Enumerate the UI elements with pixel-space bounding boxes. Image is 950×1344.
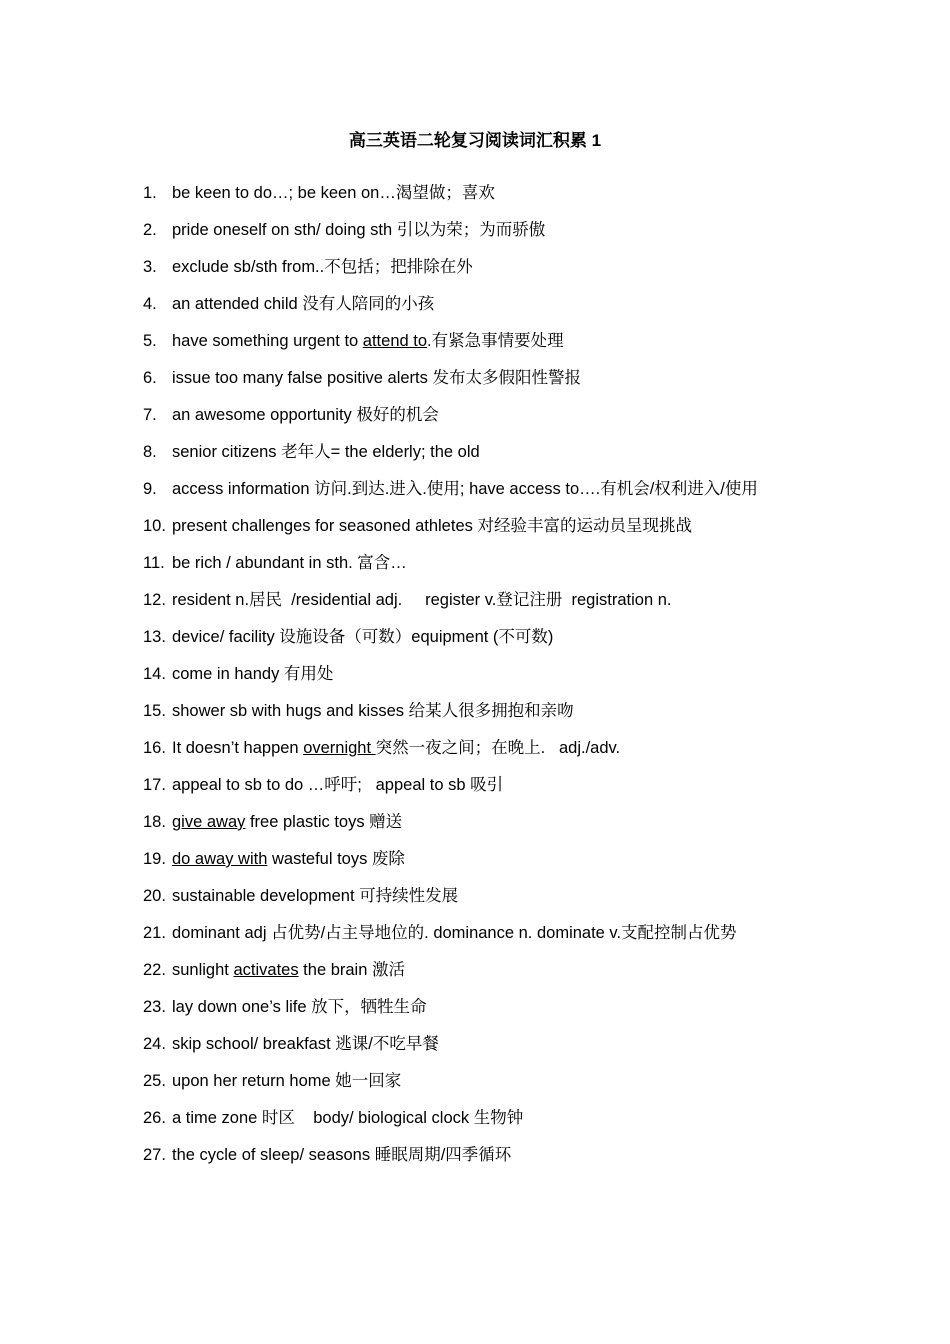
list-item xyxy=(143,1063,813,1100)
list-item xyxy=(143,841,813,878)
list-item xyxy=(143,1100,813,1137)
vocabulary-list xyxy=(143,175,813,1174)
item-text: issue too many false positive alerts 发布太多假阳性警报 xyxy=(172,369,581,387)
list-item xyxy=(143,952,813,989)
item-text: resident n.居民 /residential adj. register v.登记注册 registration n. xyxy=(172,591,672,609)
item-number: 5. xyxy=(143,332,157,350)
list-item xyxy=(143,397,813,434)
item-text: be rich / abundant in sth. 富含… xyxy=(172,554,407,572)
item-text-pre: sunlight xyxy=(172,961,234,979)
item-text: present challenges for seasoned athletes 对经验丰富的运动员呈现挑战 xyxy=(172,517,692,535)
item-number: 10. xyxy=(143,517,166,535)
item-text: come in handy 有用处 xyxy=(172,665,334,683)
list-item xyxy=(143,249,813,286)
underlined-phrase: activates xyxy=(233,961,299,979)
item-text xyxy=(172,841,813,878)
item-text: dominant adj 占优势/占主导地位的. dominance n. dominate v.支配控制占优势 xyxy=(172,924,737,942)
item-number: 11. xyxy=(143,554,165,572)
list-item xyxy=(143,434,813,471)
item-text: an awesome opportunity 极好的机会 xyxy=(172,406,439,424)
item-text-post: wasteful toys 废除 xyxy=(267,850,405,868)
item-text-post: 突然一夜之间；在晚上. adj./adv. xyxy=(375,739,621,757)
list-item xyxy=(143,175,813,212)
underlined-phrase: attend to xyxy=(362,332,428,350)
item-text xyxy=(172,804,813,841)
item-text: skip school/ breakfast 逃课/不吃早餐 xyxy=(172,1035,439,1053)
item-text-pre: have something urgent to xyxy=(172,332,363,350)
list-item xyxy=(143,582,813,619)
list-item xyxy=(143,286,813,323)
underlined-phrase: overnight xyxy=(303,739,376,757)
item-number: 15. xyxy=(143,702,166,720)
list-item xyxy=(143,804,813,841)
item-number: 23. xyxy=(143,998,166,1016)
item-number: 22. xyxy=(143,961,166,979)
item-text: exclude sb/sth from..不包括；把排除在外 xyxy=(172,258,473,276)
item-text xyxy=(172,952,813,989)
list-item xyxy=(143,619,813,656)
item-number: 20. xyxy=(143,887,166,905)
item-number: 25. xyxy=(143,1072,166,1090)
item-text: appeal to sb to do …呼吁; appeal to sb 吸引 xyxy=(172,776,504,794)
list-item xyxy=(143,989,813,1026)
item-text-pre: It doesn’t happen xyxy=(172,739,304,757)
page-title: 高三英语二轮复习阅读词汇积累 1 xyxy=(348,131,602,150)
item-number: 24. xyxy=(143,1035,166,1053)
item-number: 7. xyxy=(143,406,157,424)
item-text-post: free plastic toys 赠送 xyxy=(245,813,403,831)
list-item xyxy=(143,1137,813,1174)
list-item xyxy=(143,471,813,508)
item-number: 26. xyxy=(143,1109,166,1127)
item-text: device/ facility 设施设备（可数）equipment (不可数) xyxy=(172,628,554,646)
underlined-phrase: give away xyxy=(172,813,246,831)
item-number: 6. xyxy=(143,369,157,387)
list-item xyxy=(143,212,813,249)
item-number: 8. xyxy=(143,443,157,461)
item-number: 2. xyxy=(143,221,157,239)
list-item xyxy=(143,545,813,582)
item-text: lay down one’s life 放下，牺牲生命 xyxy=(172,998,427,1016)
item-text: a time zone 时区 body/ biological clock 生物钟 xyxy=(172,1109,524,1127)
item-number: 13. xyxy=(143,628,166,646)
list-item xyxy=(143,767,813,804)
item-number: 19. xyxy=(143,850,166,868)
item-number: 12. xyxy=(143,591,166,609)
item-number: 14. xyxy=(143,665,166,683)
list-item xyxy=(143,878,813,915)
item-number: 9. xyxy=(143,480,157,498)
list-item xyxy=(143,730,813,767)
item-text-post: .有紧急事情要处理 xyxy=(427,332,564,350)
list-item xyxy=(143,360,813,397)
item-text: senior citizens 老年人= the elderly; the old xyxy=(172,443,480,461)
list-item xyxy=(143,323,813,360)
item-number: 17. xyxy=(143,776,166,794)
item-number: 27. xyxy=(143,1146,166,1164)
list-item xyxy=(143,915,813,952)
item-number: 21. xyxy=(143,924,166,942)
item-text xyxy=(172,730,813,767)
item-number: 3. xyxy=(143,258,157,276)
item-text xyxy=(172,323,813,360)
list-item xyxy=(143,693,813,730)
list-item xyxy=(143,656,813,693)
item-number: 16. xyxy=(143,739,166,757)
item-number: 18. xyxy=(143,813,166,831)
item-text: pride oneself on sth/ doing sth 引以为荣；为而骄傲 xyxy=(172,221,546,239)
item-text: sustainable development 可持续性发展 xyxy=(172,887,459,905)
item-text: upon her return home 她一回家 xyxy=(172,1072,402,1090)
item-number: 1. xyxy=(143,184,157,202)
item-text-post: the brain 激活 xyxy=(298,961,405,979)
item-text: shower sb with hugs and kisses 给某人很多拥抱和亲吻 xyxy=(172,702,574,720)
item-text: the cycle of sleep/ seasons 睡眠周期/四季循环 xyxy=(172,1146,512,1164)
underlined-phrase: do away with xyxy=(172,850,268,868)
list-item xyxy=(143,508,813,545)
item-text: access information 访问.到达.进入.使用; have access to….有机会/权利进入/使用 xyxy=(172,480,758,498)
item-text: be keen to do…; be keen on…渴望做；喜欢 xyxy=(172,184,495,202)
list-item xyxy=(143,1026,813,1063)
item-number: 4. xyxy=(143,295,157,313)
item-text: an attended child 没有人陪同的小孩 xyxy=(172,295,435,313)
